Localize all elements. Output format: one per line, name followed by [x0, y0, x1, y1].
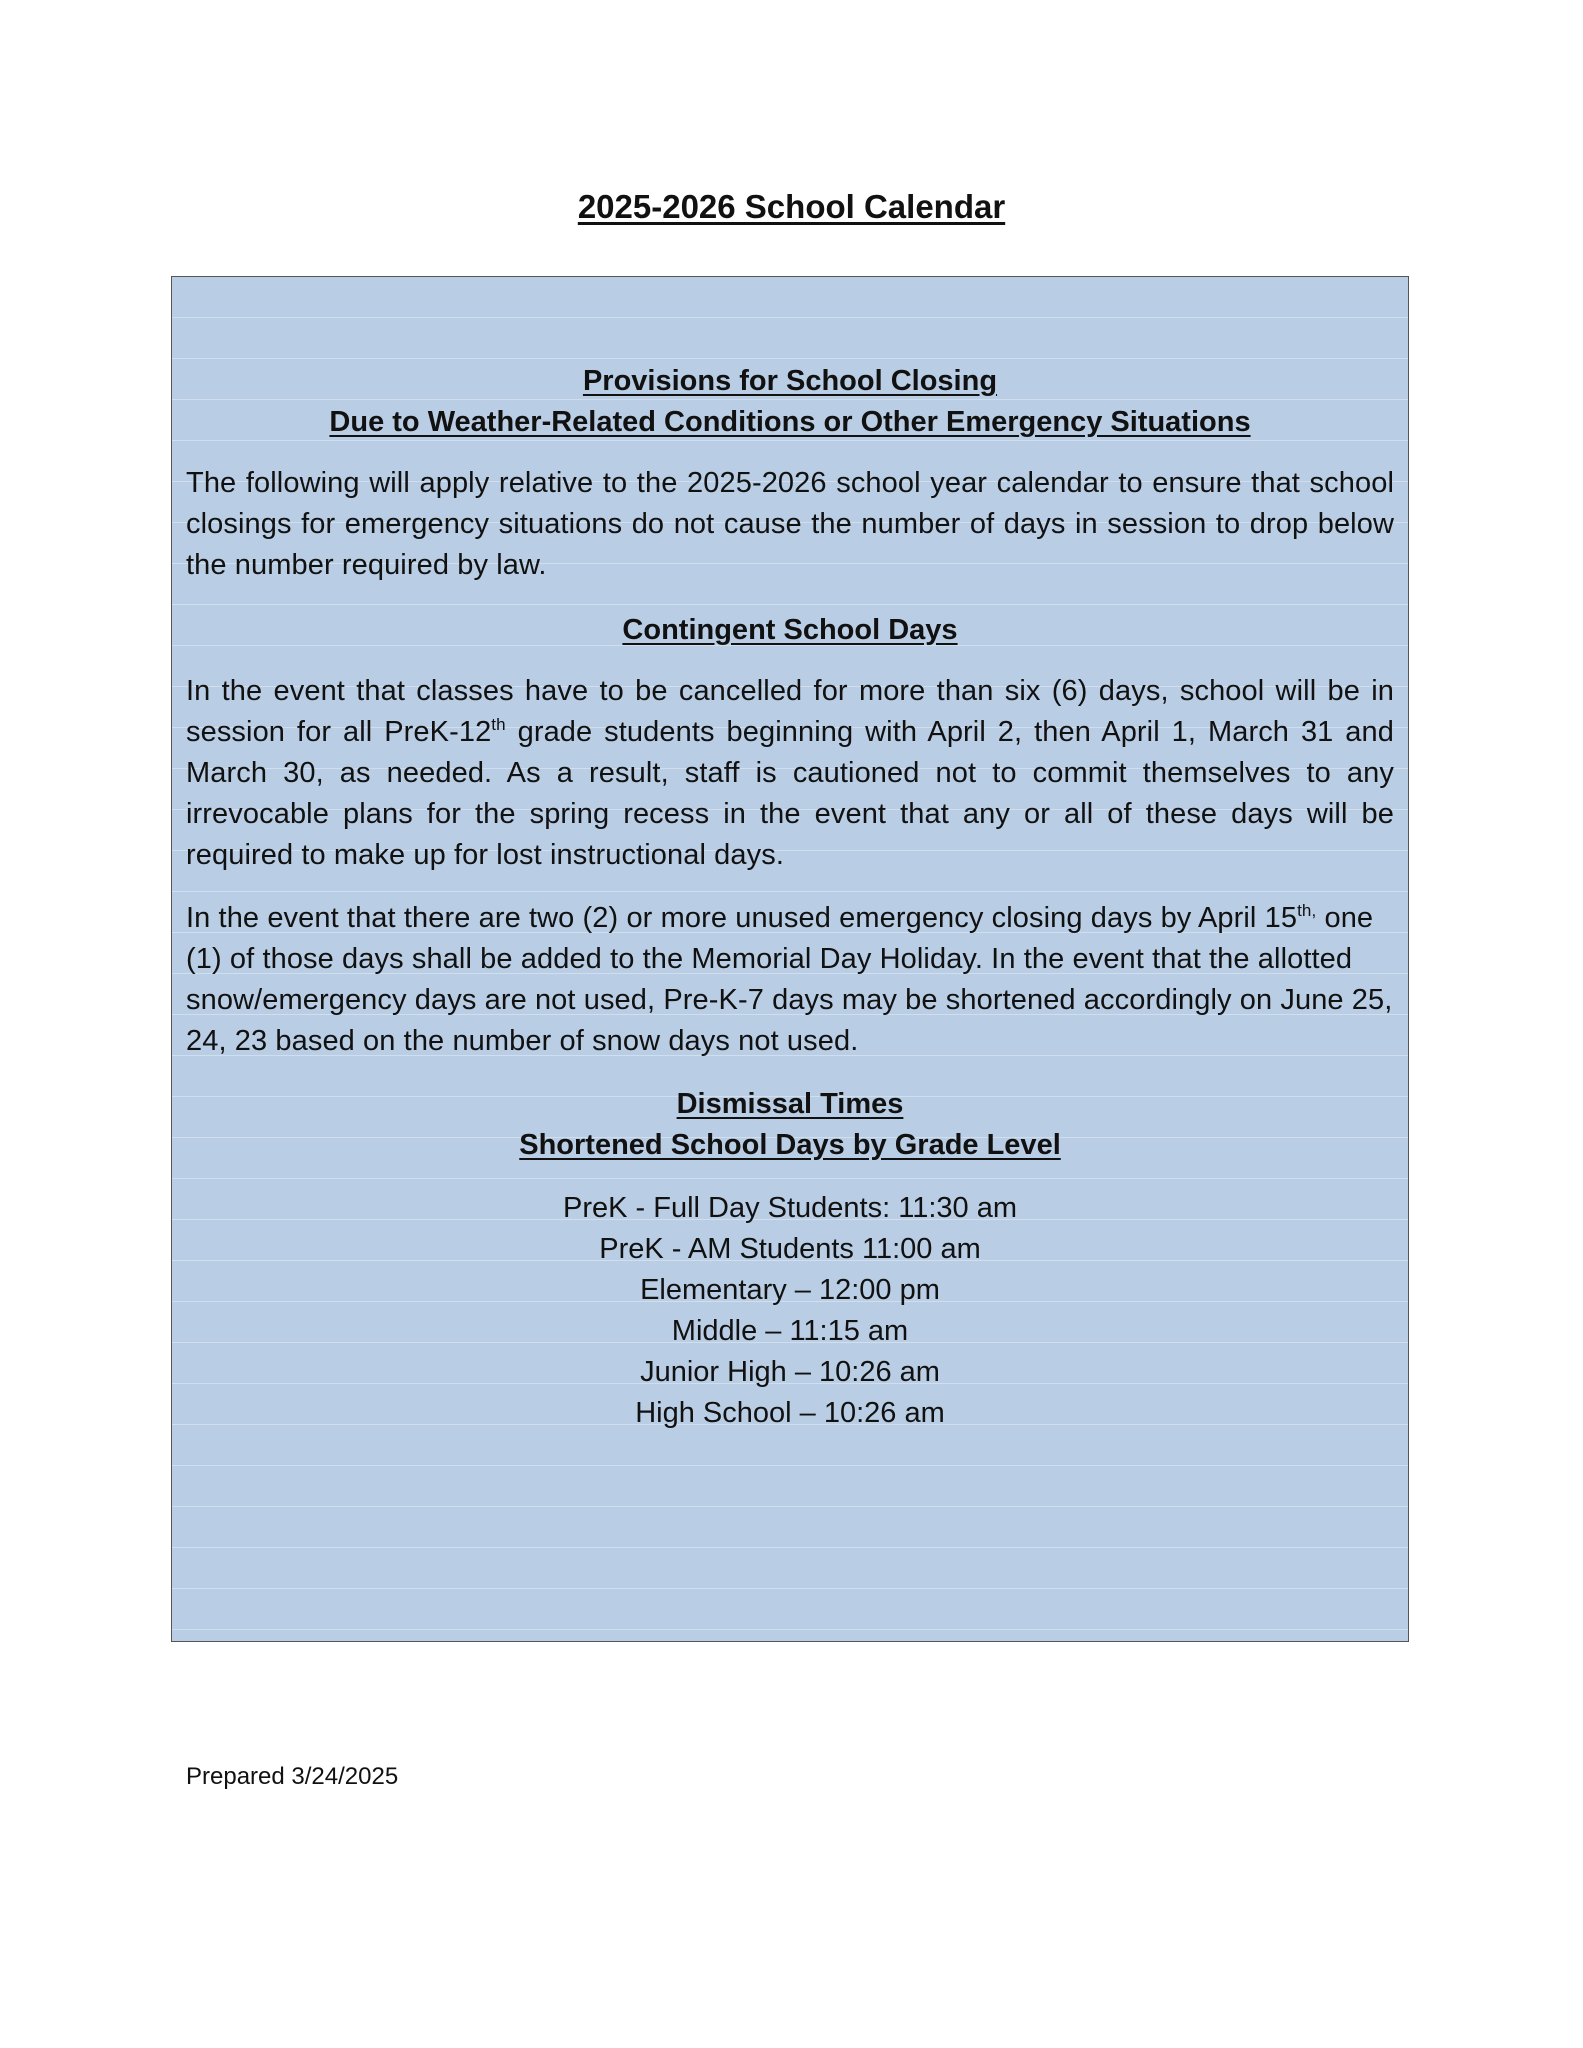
dismissal-time-item: PreK - Full Day Students: 11:30 am [562, 1192, 1017, 1224]
ordinal-suffix: th, [1297, 901, 1317, 920]
notice-box [171, 276, 1409, 1642]
dismissal-time-item: High School – 10:26 am [635, 1397, 945, 1429]
provisions-subheading: Due to Weather-Related Conditions or Other Emergency Situations [329, 406, 1251, 438]
contingent-paragraph-2: In the event that there are two (2) or more unused emergency closing days by April $15^{th,}$ one (1) of those days shall be added to the Memorial Day Holiday. In the event that the allotted snow/emergency days are not used, Pre-K-7 days may be shortened accordingly on June 25, 24, 23 based on the number of snow days not used. [186, 901, 1393, 1057]
ordinal-suffix: th [491, 715, 506, 734]
dismissal-time-item: Elementary – 12:00 pm [640, 1274, 940, 1306]
provisions-heading: Provisions for School Closing [582, 365, 998, 397]
page-title: 2025-2026 School Calendar [577, 188, 1006, 225]
contingent-paragraph-1: In the event that classes have to be cancelled for more than six (6) days, school will be in session for all PreK-12th grade students beginning with April 2, then April 1, March 31 and March 30, as needed. As a result, staff is cautioned not to commit themselves to any irrevocable plans for the spring recess in the event that any or all of these days will be required to make up for lost instructional days. [186, 675, 1394, 871]
dismissal-heading: Dismissal Times [676, 1088, 904, 1120]
dismissal-time-item: Middle – 11:15 am [671, 1315, 909, 1347]
dismissal-times-list [186, 1188, 1394, 1434]
prepared-date: Prepared 3/24/2025 [186, 1763, 399, 1790]
dismissal-time-item: Junior High – 10:26 am [640, 1356, 940, 1388]
intro-paragraph: The following will apply relative to the 2025-2026 school year calendar to ensure that school closings for emergency situations do not cause the number of days in session to drop below the number required by law. [186, 467, 1394, 581]
contingent-heading: Contingent School Days [622, 614, 958, 646]
dismissal-time-item: PreK - AM Students 11:00 am [599, 1233, 981, 1265]
dismissal-subheading: Shortened School Days by Grade Level [519, 1129, 1061, 1161]
